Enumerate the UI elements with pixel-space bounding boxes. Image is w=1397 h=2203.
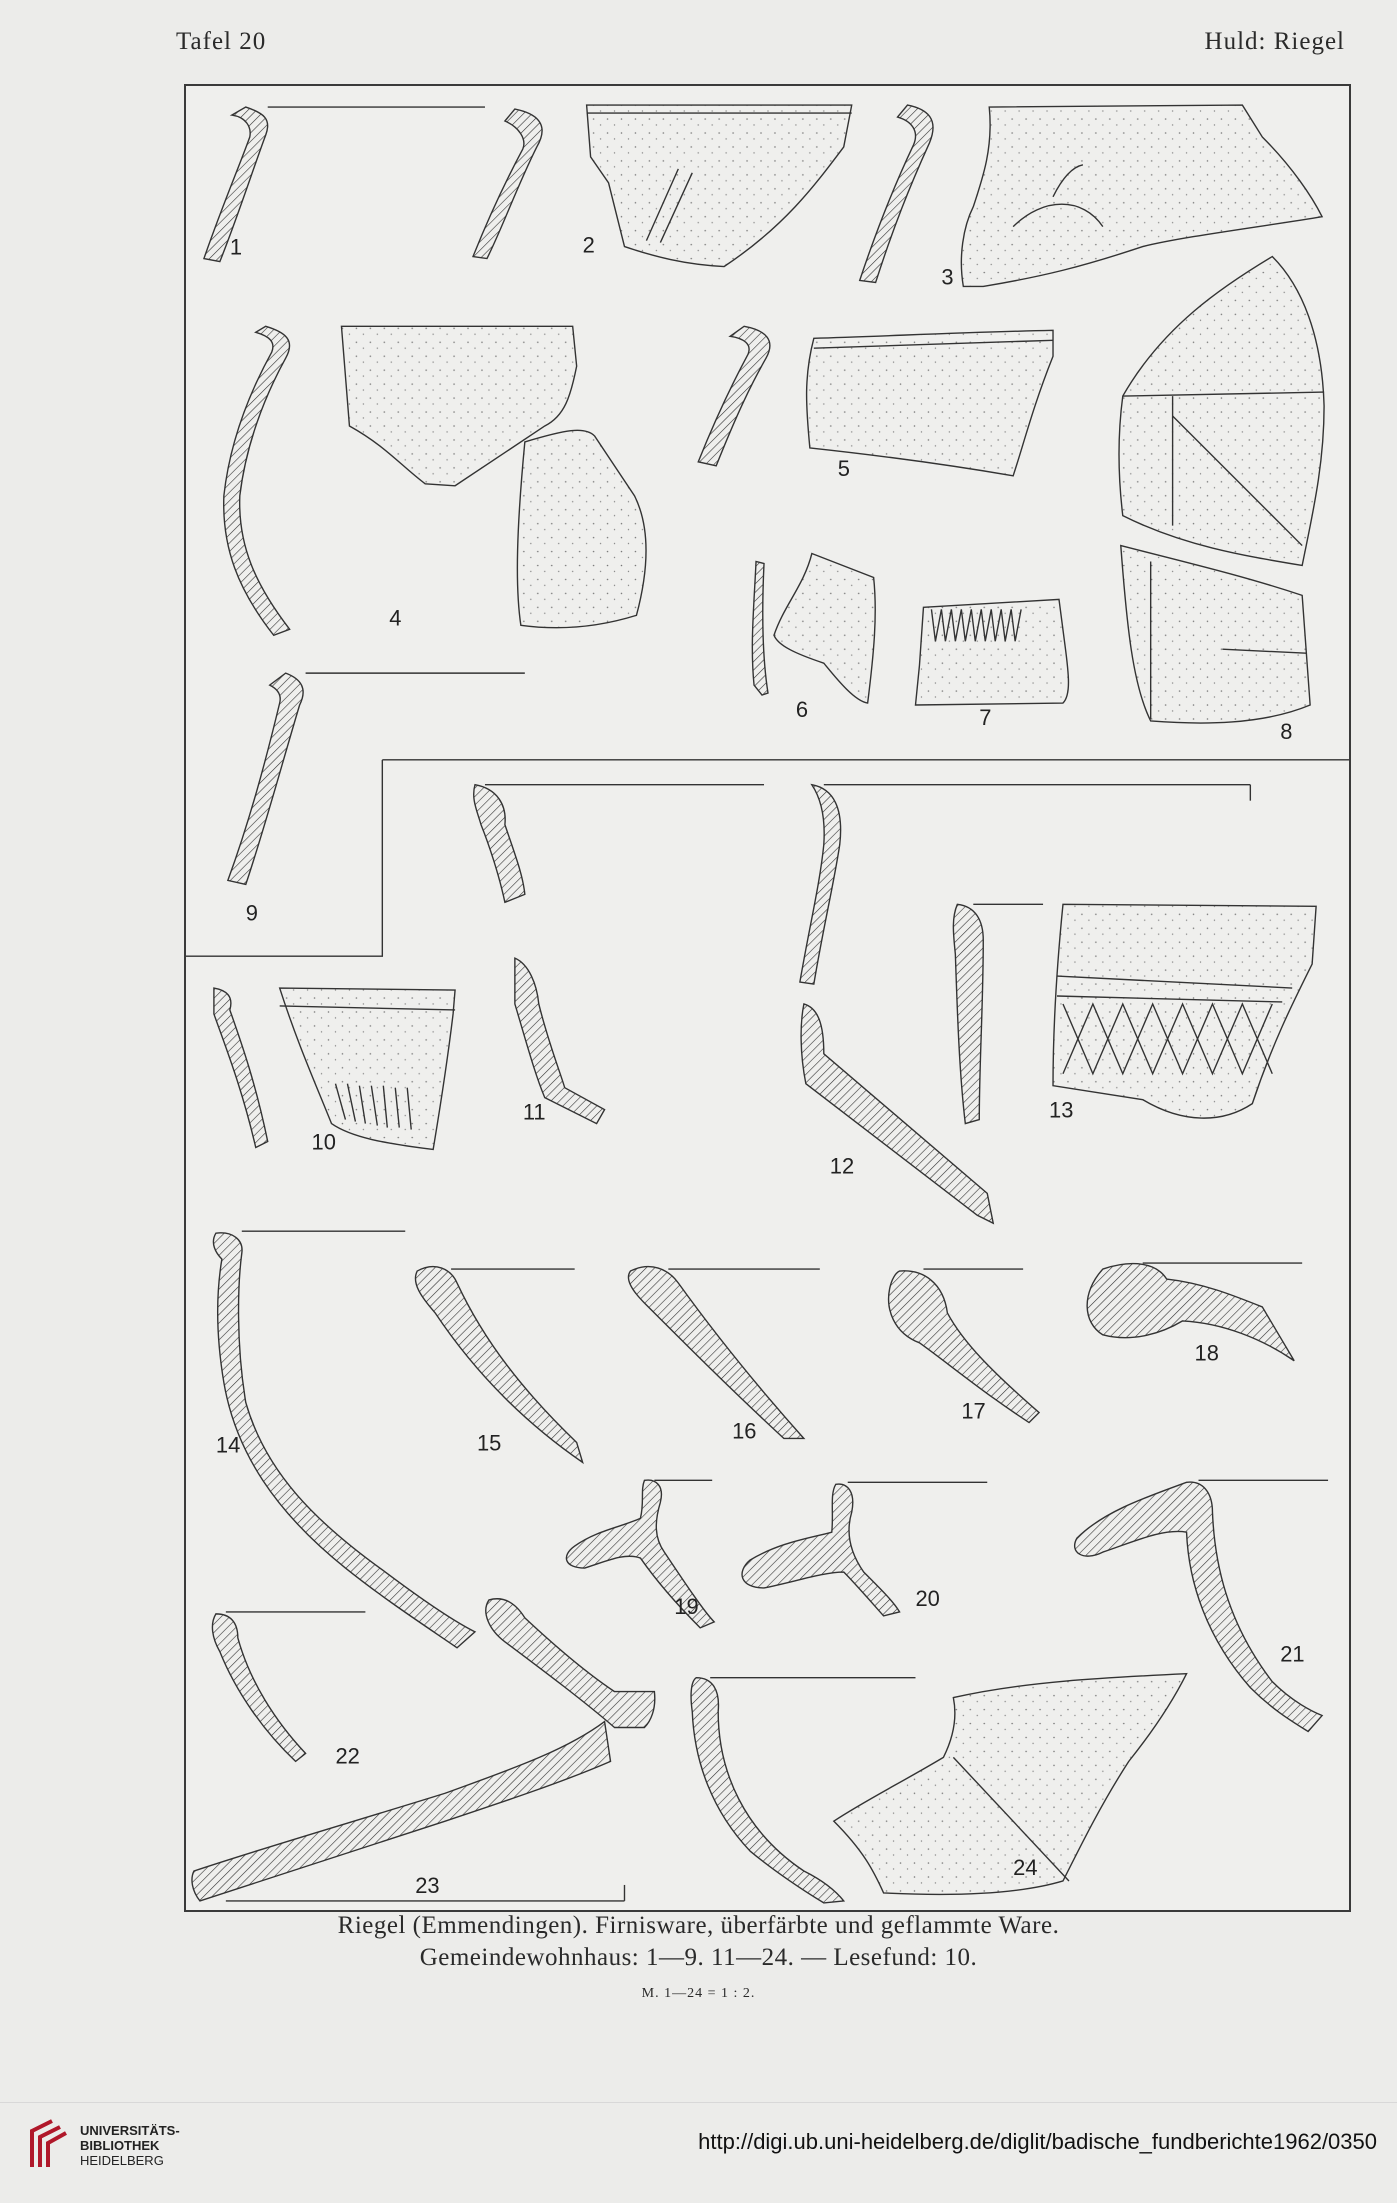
figure-number-11: 11: [522, 1099, 546, 1125]
figure-number-16: 16: [732, 1418, 757, 1444]
plate-label: Tafel 20: [176, 28, 267, 55]
plate-figure: [184, 84, 1351, 1912]
figure-number-17: 17: [961, 1398, 986, 1424]
caption-title: Riegel (Emmendingen). Firnisware, überfärbte und geflammte Ware.: [337, 1912, 1060, 1939]
sherd-view-2: [587, 105, 852, 266]
sherd-view-13: [1053, 904, 1316, 1118]
figure-number-14: 14: [215, 1432, 241, 1458]
caption-scale: M. 1—24 = 1 : 2.: [641, 1986, 756, 2001]
figure-number-2: 2: [582, 232, 595, 258]
figure-number-5: 5: [837, 455, 850, 481]
sherd-view-8a: [1119, 257, 1324, 566]
library-footer: [0, 2102, 1397, 2203]
figure-number-8: 8: [1280, 718, 1293, 744]
sherd-profile-23: [192, 1722, 611, 1901]
sherd-profile-13: [953, 904, 983, 1123]
figure-number-1: 1: [229, 234, 243, 260]
sherd-profile-11a: [474, 785, 525, 903]
sherd-profile-22: [212, 1614, 305, 1761]
figure-number-12: 12: [829, 1153, 855, 1179]
figure-number-22: 22: [335, 1743, 360, 1769]
sherd-view-4b: [517, 430, 646, 627]
library-name-line2: BIBLIOTHEK: [80, 2138, 160, 2153]
sherd-view-6: [774, 554, 875, 703]
sherd-view-8b: [1121, 546, 1310, 723]
sherd-profile-9: [228, 673, 303, 884]
figure-number-19: 19: [674, 1593, 699, 1619]
figure-number-10: 10: [311, 1129, 336, 1155]
permalink-url[interactable]: http://digi.ub.uni-heidelberg.de/diglit/badische_fundberichte1962/0350: [698, 2129, 1377, 2154]
figure-number-7: 7: [979, 704, 992, 730]
sherd-profile-20: [742, 1484, 900, 1616]
sherd-view-10: [280, 988, 455, 1149]
figure-number-18: 18: [1194, 1340, 1219, 1366]
sherd-profile-12: [800, 785, 841, 984]
sherd-profile-6: [752, 562, 768, 696]
pottery-drawings: [186, 86, 1349, 1910]
sherd-profile-24: [691, 1678, 844, 1903]
sherd-profile-5: [698, 326, 770, 466]
sherd-profile-4: [224, 326, 290, 635]
figure-number-6: 6: [795, 696, 809, 722]
figure-number-20: 20: [915, 1585, 940, 1611]
figure-number-4: 4: [389, 605, 402, 631]
sherd-profile-10: [214, 988, 268, 1147]
figure-number-9: 9: [245, 900, 258, 926]
sherd-profile-3: [860, 105, 933, 282]
library-name-line1: UNIVERSITÄTS-: [80, 2123, 180, 2138]
figure-number-23: 23: [415, 1872, 440, 1898]
figure-number-21: 21: [1280, 1641, 1305, 1667]
figure-number-13: 13: [1049, 1097, 1074, 1123]
sherd-profile-2: [473, 109, 542, 258]
figure-number-3: 3: [941, 264, 954, 290]
sherd-profile-18: [1087, 1264, 1294, 1361]
library-name-line3: HEIDELBERG: [80, 2153, 164, 2168]
figure-number-15: 15: [476, 1430, 502, 1456]
sherd-view-5: [807, 330, 1053, 475]
running-title: Huld: Riegel: [1204, 28, 1345, 55]
caption-provenance: Gemeindewohnhaus: 1—9. 11—24. — Lesefund: 10.: [419, 1944, 978, 1971]
sherd-profile-22b: [486, 1599, 655, 1728]
sherd-view-24: [834, 1674, 1187, 1895]
figure-number-24: 24: [1013, 1854, 1038, 1880]
ub-heidelberg-logo-icon[interactable]: [26, 2117, 70, 2169]
library-name[interactable]: [80, 2123, 180, 2168]
sherd-profile-16: [628, 1267, 803, 1439]
